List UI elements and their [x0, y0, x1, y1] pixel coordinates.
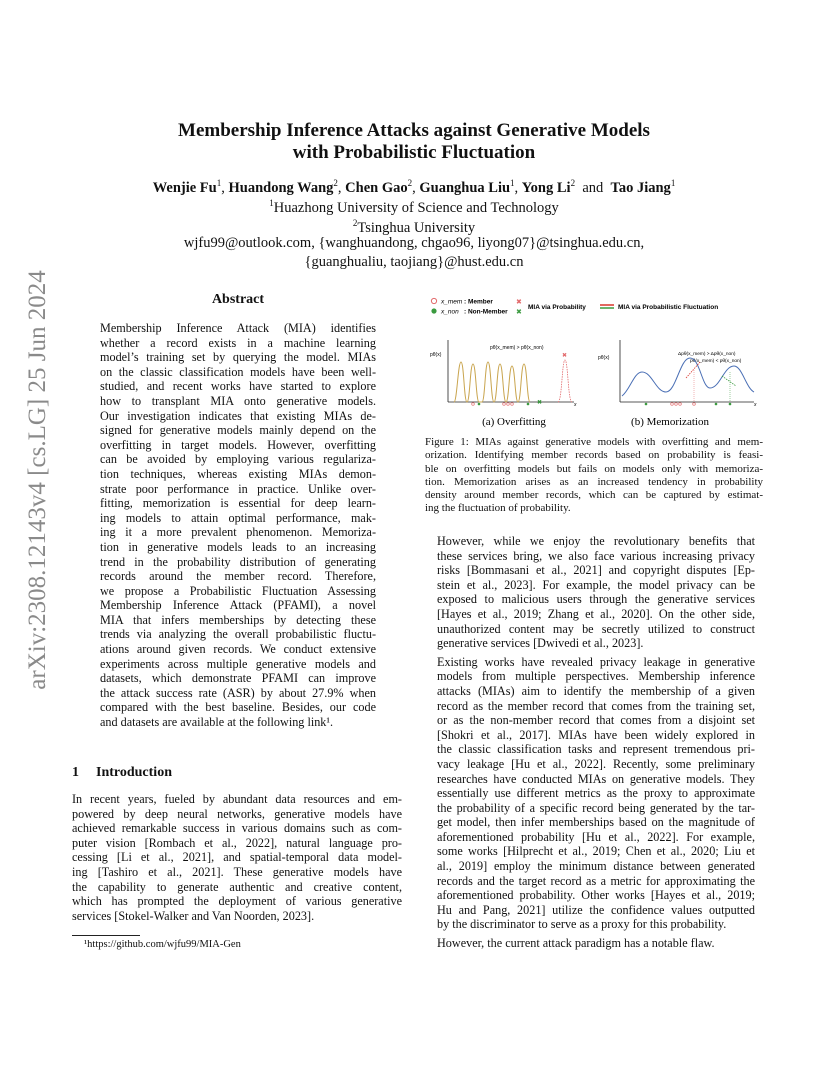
- title-line-1: Membership Inference Attacks against Generative Models: [178, 120, 650, 141]
- intro-line: the capability to generate authentic and creative content,: [72, 879, 402, 894]
- right_para2-line: [Shokri et al., 2017]. MIAs have been widely explored in: [437, 727, 755, 742]
- author-5: Yong Li: [521, 179, 571, 196]
- panel-a: [430, 340, 577, 408]
- right_para2-line: or as the non-member record that comes from a disjoint set: [437, 713, 755, 728]
- author-4-affil: 1: [510, 178, 515, 188]
- intro-line: puter vision [Rombach et al., 2022], natural language pro-: [72, 835, 402, 850]
- abstract-line: compared with the best baseline. Besides, our code: [100, 700, 376, 715]
- panel-b-ylabel: pθ(x): [598, 355, 610, 361]
- panel-b-annotation-2: pθ(x_mem) < pθ(x_non): [690, 359, 742, 364]
- panel-a-curve: [454, 362, 530, 402]
- abstract-line: overfitting in target models. However, overfitting: [100, 437, 376, 452]
- arxiv-id-text: arXiv:2308.12143v4 [cs.LG] 25 Jun 2024: [24, 270, 51, 690]
- point-member: [472, 403, 475, 406]
- point-nonmember: [478, 403, 481, 406]
- intro-line: which has prompted the deployment of various generative: [72, 894, 402, 909]
- right_para2-line: researches have conducted MIAs on generative models. They: [437, 771, 755, 786]
- abstract-text: [100, 321, 376, 730]
- arxiv-identifier: [8, 270, 68, 690]
- abstract-line: how to transplant MIA onto generative models.: [100, 393, 376, 408]
- affiliation-1-num: 1: [269, 198, 274, 208]
- right_para2-line: by the discriminator to serve as a proxy for this probability.: [437, 917, 727, 932]
- legend-prob-label: MIA via Probability: [528, 304, 586, 311]
- abstract-line: the attack success rate (ASR) by about 27.9% when: [100, 685, 376, 700]
- right_para2-line: aforementioned probability [Hu et al., 2022]. For example,: [437, 829, 755, 844]
- legend-x-mark-nonmember: ✖: [516, 309, 522, 316]
- right_para2-line: aforementioned probability. Other works [Hayes et al., 2019;: [437, 888, 755, 903]
- abstract-line: on the classic classification models have been well-: [100, 364, 376, 379]
- right_para1-line: However, while we enjoy the revolutionary benefits that: [437, 534, 755, 548]
- point-member: [671, 403, 674, 406]
- panel-a-annotation: pθ(x_mem) > pθ(x_non): [490, 345, 544, 351]
- abstract-line: trends via analyzing the overall probabilistic fluctu-: [100, 627, 376, 642]
- caption-line: Figure 1: MIAs against generative models with overfitting and mem-: [425, 436, 763, 448]
- abstract-line: records around the member record. Therefore,: [100, 569, 376, 584]
- paper-title: [0, 120, 828, 164]
- emails-line-2: {guanghualiu, taojiang}@hust.edu.cn: [304, 254, 524, 270]
- abstract-line: studied, and recent works have started to explore: [100, 379, 376, 394]
- caption-line: tion. Memorization arises as an increased tendency in probability: [425, 475, 763, 488]
- legend-fluct-label: MIA via Probabilistic Fluctuation: [618, 304, 719, 311]
- legend-member-sym: x_mem: [441, 298, 463, 306]
- author-1-affil: 1: [216, 178, 222, 188]
- caption-line: orization. Identifying member records based on probability is feasi-: [425, 449, 763, 462]
- abstract-line: strate poor performance in practice. Unlike over-: [100, 481, 376, 496]
- right_para2-line: attacks (MIAs) aim to identify the membership of a given: [437, 683, 755, 698]
- caption-line: ble on overfitting models but fails on models only with memoriza-: [425, 462, 763, 475]
- point-member: [503, 403, 506, 406]
- affiliation-1-name: Huazhong University of Science and Technology: [273, 199, 559, 216]
- affiliation-2-name: Tsinghua University: [357, 219, 476, 236]
- abstract-line: model’s training set by querying the model. MIAs: [100, 350, 376, 365]
- author-2: Huandong Wang: [228, 179, 334, 196]
- point-nonmember: [645, 403, 648, 406]
- author-sep: ,: [337, 179, 342, 196]
- footnote: ¹https://github.com/wjfu99/MIA-Gen: [84, 939, 241, 950]
- abstract-line: experiments across multiple generative models and: [100, 656, 376, 671]
- section-heading-introduction: [72, 765, 172, 781]
- abstract-line: tion techniques, whereas existing MIAs demon-: [100, 466, 376, 481]
- affiliation-2-num: 2: [352, 218, 358, 228]
- legend-member-label: : Member: [464, 298, 493, 306]
- right_para1-line: [Hayes et al., 2019; Zhang et al., 2020]. On the other side,: [437, 606, 755, 621]
- panel-b-fluct-line-member: [686, 362, 700, 378]
- panel-a-xlabel: x: [574, 402, 577, 408]
- abstract-line: Membership Inference Attack (PFAMI), a novel: [100, 598, 376, 613]
- intro-line: In recent years, fueled by abundant data resources and em-: [72, 792, 402, 806]
- point-member: [679, 403, 682, 406]
- right_para1-line: these services bring, we also face various increasing privacy: [437, 548, 755, 563]
- legend-x-mark-member: ✖: [516, 299, 522, 306]
- panel-a-ylabel: pθ(x): [430, 352, 442, 358]
- paragraph-flaw: However, the current attack paradigm has a notable flaw.: [437, 936, 715, 951]
- author-sep: ,: [221, 179, 225, 196]
- panel-b-xlabel: x: [754, 402, 757, 408]
- abstract-line: fitting, memorization is essential for deep learn-: [100, 496, 376, 511]
- panel-b: [598, 340, 757, 408]
- right_para1-line: unauthorized content may be secretly utilized to construct: [437, 621, 755, 636]
- point-nonmember: [527, 403, 530, 406]
- author-6: Tao Jiang: [610, 179, 671, 196]
- abstract-line: ing models to attain optimal performance, mak-: [100, 510, 376, 525]
- figure-1: [424, 292, 764, 432]
- right_para2-line: al., 2019] employ the minimum distance between generated: [437, 859, 755, 874]
- paragraph-existing-works: [425, 655, 755, 932]
- point-nonmember: [729, 403, 732, 406]
- panel-a-points: [472, 403, 530, 406]
- intro-line: cessing [Li et al., 2021], and spatial-temporal data model-: [72, 850, 402, 865]
- title-line-2: with Probabilistic Fluctuation: [292, 142, 536, 163]
- point-member: [511, 403, 514, 406]
- author-5-affil: 2: [570, 178, 576, 188]
- legend-member-marker: [431, 298, 436, 303]
- subcaption-b: (b) Memorization: [631, 416, 709, 428]
- author-sep: ,: [412, 179, 416, 196]
- footnote-rule: [72, 935, 140, 936]
- caption-line: ing the fluctuation of probability.: [425, 502, 571, 515]
- right_para2-line: vacy leakage [Hu et al., 2022]. Recently, some preliminary: [437, 756, 755, 771]
- point-member: [507, 403, 510, 406]
- right_para1-line: stein et al., 2023]. For example, the model privacy can be: [437, 577, 755, 592]
- right_para1-line: generative services [Dwivedi et al., 2023].: [437, 636, 644, 651]
- abstract-line: tion in generative models leads to an increasing: [100, 539, 376, 554]
- abstract-line: MIA that infers memberships by detecting these: [100, 612, 376, 627]
- abstract-line: whether a record exists in a machine learning: [100, 335, 376, 350]
- right_para2-line: some works [Hilprecht et al., 2019; Chen et al., 2020; Liu et: [437, 844, 755, 859]
- right_para2-line: the classic classification tasks and represent tremendous pri-: [437, 742, 755, 757]
- abstract-line: Membership Inference Attack (MIA) identifies: [100, 321, 376, 335]
- abstract-line: Our investigation indicates that existing MIAs de-: [100, 408, 376, 423]
- right_para2-line: the probability of a specific record being generated by the tar-: [437, 800, 755, 815]
- author-6-affil: 1: [670, 178, 676, 188]
- author-3-affil: 2: [407, 178, 413, 188]
- panel-a-x-mark-member: ✖: [562, 353, 568, 359]
- panel-a-x-mark-nonmember: ✖: [537, 400, 543, 406]
- author-3: Chen Gao: [345, 179, 408, 196]
- intro-line: services [Stokel-Walker and Van Noorden, 2023].: [72, 908, 315, 923]
- right_para2-line: essentially use different metrics as the proxy to approximate: [437, 786, 755, 801]
- abstract-line: we propose a Probabilistic Fluctuation Assessing: [100, 583, 376, 598]
- right-column-text: [425, 534, 755, 951]
- legend-nonmember-marker: [431, 308, 436, 313]
- paragraph-privacy-risks: [425, 534, 755, 651]
- right_para2-line: record as the member record that comes from the training set,: [437, 698, 755, 713]
- right_para2-line: models from multiple perspectives. Membership inference: [437, 669, 755, 684]
- abstract-line: can be avoided by employing various regulariza-: [100, 452, 376, 467]
- right_para2-line: Existing works have revealed privacy leakage in generative: [437, 654, 755, 669]
- abstract-line: ations around given records. We conduct extensive: [100, 642, 376, 657]
- author-4: Guanghua Liu: [419, 179, 511, 196]
- figure-1-caption: [425, 436, 763, 516]
- intro-line: achieved remarkable success in various domains such as com-: [72, 821, 402, 836]
- panel-b-points: [645, 403, 732, 406]
- right_para1-line: risks [Bommasani et al., 2021] and copyright disputes [Ep-: [437, 563, 755, 578]
- legend-nonmember-sym: x_non: [441, 308, 459, 316]
- author-2-affil: 2: [333, 178, 338, 188]
- abstract-line: trend in the probability distribution of generating: [100, 554, 376, 569]
- author-1: Wenjie Fu: [152, 179, 217, 196]
- right_para1-line: exposed to malicious users through the generative services: [437, 592, 755, 607]
- emails-line-1: wjfu99@outlook.com, {wanghuandong, chgao96, liyong07}@tsinghua.edu.cn,: [183, 235, 645, 251]
- legend-nonmember-label: : Non-Member: [464, 308, 508, 316]
- point-member: [675, 403, 678, 406]
- point-nonmember: [715, 403, 718, 406]
- abstract-line: datasets, which demonstrate PFAMI can improve: [100, 671, 376, 686]
- section-title: Introduction: [96, 765, 172, 780]
- abstract-line: ing it a more prevalent phenomenon. Memoriza-: [100, 525, 376, 540]
- intro-line: ing [Tashiro et al., 2021]. These generative models have: [72, 864, 402, 879]
- subcaption-a: (a) Overfitting: [482, 416, 546, 428]
- abstract-line: and datasets are available at the following link¹.: [100, 715, 334, 730]
- abstract-line: signed for generative models mainly depend on the: [100, 423, 376, 438]
- author-and: and: [582, 179, 604, 196]
- author-sep: ,: [514, 179, 519, 196]
- panel-b-fluct-line-nonmember: [722, 376, 736, 386]
- right_para2-line: records and the target record as a metric for approximating the: [437, 873, 755, 888]
- panel-a-member-peak: [558, 360, 572, 402]
- caption-line: density around member records, which can be captured by estimat-: [425, 489, 763, 502]
- introduction-text: [72, 792, 402, 923]
- section-number: 1: [72, 765, 79, 780]
- abstract-heading: Abstract: [211, 292, 265, 307]
- right_para2-line: get model, then infer memberships based on the magnitude of: [437, 815, 755, 830]
- intro-line: powered by deep neural networks, generative models have: [72, 806, 402, 821]
- right_para2-line: Hu and Pang, 2021] utilize the confidence values outputted: [437, 902, 755, 917]
- point-member: [693, 403, 696, 406]
- panel-b-annotation-1: Δpθ(x_mem) > Δpθ(x_non): [678, 352, 736, 357]
